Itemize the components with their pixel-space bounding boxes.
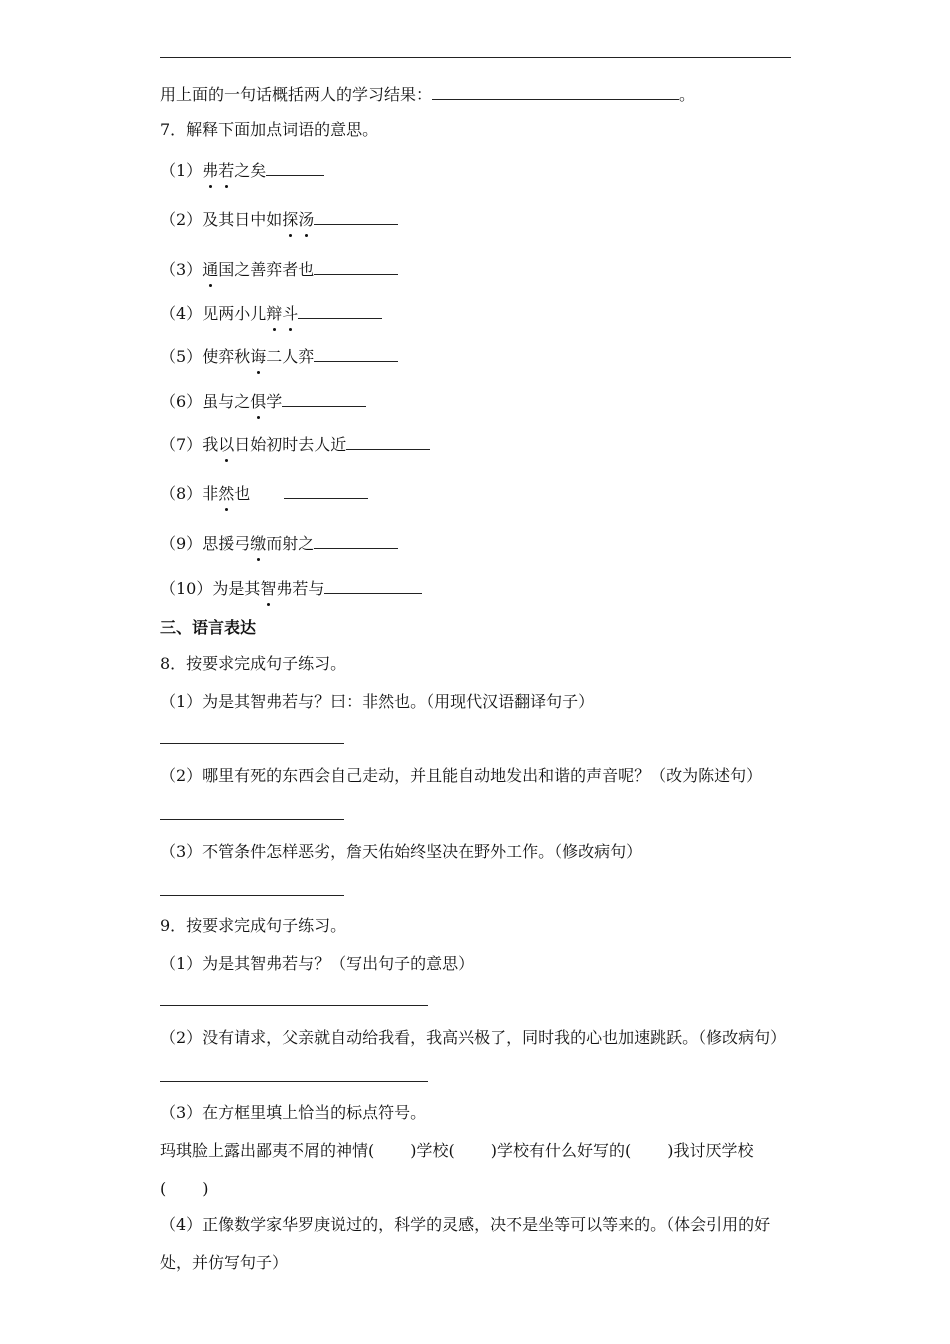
q7-item (160, 346, 398, 367)
q8-answer-line-3[interactable] (160, 895, 344, 896)
dotted-word: 缴 (250, 534, 267, 553)
dotted-word: 然 (218, 484, 235, 503)
dotted-word: 汤 (298, 210, 315, 229)
q9-answer-line-1[interactable] (160, 1005, 428, 1006)
q7-item (160, 259, 398, 280)
q7-item-number: （2） (160, 210, 203, 229)
q7-item-text: 学 (266, 392, 283, 411)
q7-item-number: （9） (160, 534, 203, 553)
q7-item-number: （4） (160, 304, 203, 323)
q9-item-3: （3）在方框里填上恰当的标点符号。 (160, 1103, 427, 1122)
q7-title: 7．解释下面加点词语的意思。 (160, 120, 379, 139)
dotted-word: 智 (260, 579, 277, 598)
q7-item (160, 434, 430, 455)
header-rule (160, 57, 791, 58)
dotted-word: 以 (218, 435, 235, 454)
q7-answer-blank[interactable] (282, 391, 366, 407)
q7-answer-blank[interactable] (314, 346, 398, 362)
q7-answer-blank[interactable] (314, 209, 398, 225)
q8-answer-line-1[interactable] (160, 743, 344, 744)
punctuation-sentence: 玛琪脸上露出鄙夷不屑的神情( )学校( )学校有什么好写的( )我讨厌学校 (160, 1141, 754, 1160)
dotted-word: 辩 (266, 304, 283, 323)
q8-item-1: （1）为是其智弗若与？曰：非然也。（用现代汉语翻译句子） (160, 692, 595, 711)
dotted-word: 俱 (250, 392, 267, 411)
q7-item (160, 533, 398, 554)
q7-item-text: 日始初时去人近 (234, 435, 347, 454)
q7-item-number: （7） (160, 435, 203, 454)
q9-item-4: （4）正像数学家华罗庚说过的，科学的灵感，决不是坐等可以等来的。（体会引用的好 (160, 1215, 771, 1234)
q8-item-3: （3）不管条件怎样恶劣，詹天佑始终坚决在野外工作。（修改病句） (160, 842, 643, 861)
q7-item (160, 209, 398, 230)
q7-item-text: 弗若与 (276, 579, 325, 598)
q7-item-text: 我 (202, 435, 219, 454)
q7-item-text: 及其日中如 (202, 210, 283, 229)
q7-answer-blank[interactable] (346, 434, 430, 450)
dotted-word: 若 (218, 161, 235, 180)
q7-item (160, 483, 368, 504)
q7-item-text: 使弈秋 (202, 347, 251, 366)
q7-item (160, 578, 422, 599)
q7-answer-blank[interactable] (284, 483, 368, 499)
q7-answer-blank[interactable] (324, 578, 422, 594)
q7-item-text: 而射之 (266, 534, 315, 553)
q7-answer-blank[interactable] (314, 533, 398, 549)
q7-item (160, 160, 324, 181)
summary-blank[interactable] (432, 84, 679, 100)
dotted-word: 斗 (282, 304, 299, 323)
q7-item-number: （1） (160, 161, 203, 180)
q7-answer-blank[interactable] (314, 259, 398, 275)
q9-item-4-cont: 处，并仿写句子） (160, 1253, 289, 1272)
dotted-word: 探 (282, 210, 299, 229)
q7-item-number: （5） (160, 347, 203, 366)
summary-line: 用上面的一句话概括两人的学习结果： 。 (160, 85, 696, 104)
q7-item (160, 391, 366, 412)
q9-title: 9．按要求完成句子练习。 (160, 916, 347, 935)
q7-item (160, 303, 382, 324)
dotted-word: 通 (202, 260, 219, 279)
q7-item-text: 二人弈 (266, 347, 315, 366)
q8-title: 8．按要求完成句子练习。 (160, 654, 347, 673)
q9-item-1: （1）为是其智弗若与？（写出句子的意思） (160, 954, 475, 973)
q7-item-number: （3） (160, 260, 203, 279)
q7-answer-blank[interactable] (298, 303, 382, 319)
dotted-word: 诲 (250, 347, 267, 366)
q7-item-text: 之矣 (234, 161, 267, 180)
punctuation-sentence-cont: ( ) (160, 1179, 209, 1198)
q9-answer-line-2[interactable] (160, 1081, 428, 1082)
q7-item-text: 非 (202, 484, 219, 503)
q7-item-text: 虽与之 (202, 392, 251, 411)
q7-item-number: （6） (160, 392, 203, 411)
q8-answer-line-2[interactable] (160, 819, 344, 820)
q7-item-text: 也 (234, 484, 251, 503)
q7-item-text: 见两小儿 (202, 304, 267, 323)
q7-answer-blank[interactable] (266, 160, 324, 176)
q7-item-text: 思援弓 (202, 534, 251, 553)
q7-item-text: 为是其 (212, 579, 261, 598)
q7-item-number: （8） (160, 484, 203, 503)
dotted-word: 弗 (202, 161, 219, 180)
q8-item-2: （2）哪里有死的东西会自己走动，并且能自动地发出和谐的声音呢？（改为陈述句） (160, 766, 763, 785)
q9-item-2: （2）没有请求，父亲就自动给我看，我高兴极了，同时我的心也加速跳跃。（修改病句） (160, 1028, 787, 1047)
section-title: 三、语言表达 (160, 618, 257, 637)
q7-item-number: （10） (160, 579, 213, 598)
q7-item-text: 国之善弈者也 (218, 260, 315, 279)
